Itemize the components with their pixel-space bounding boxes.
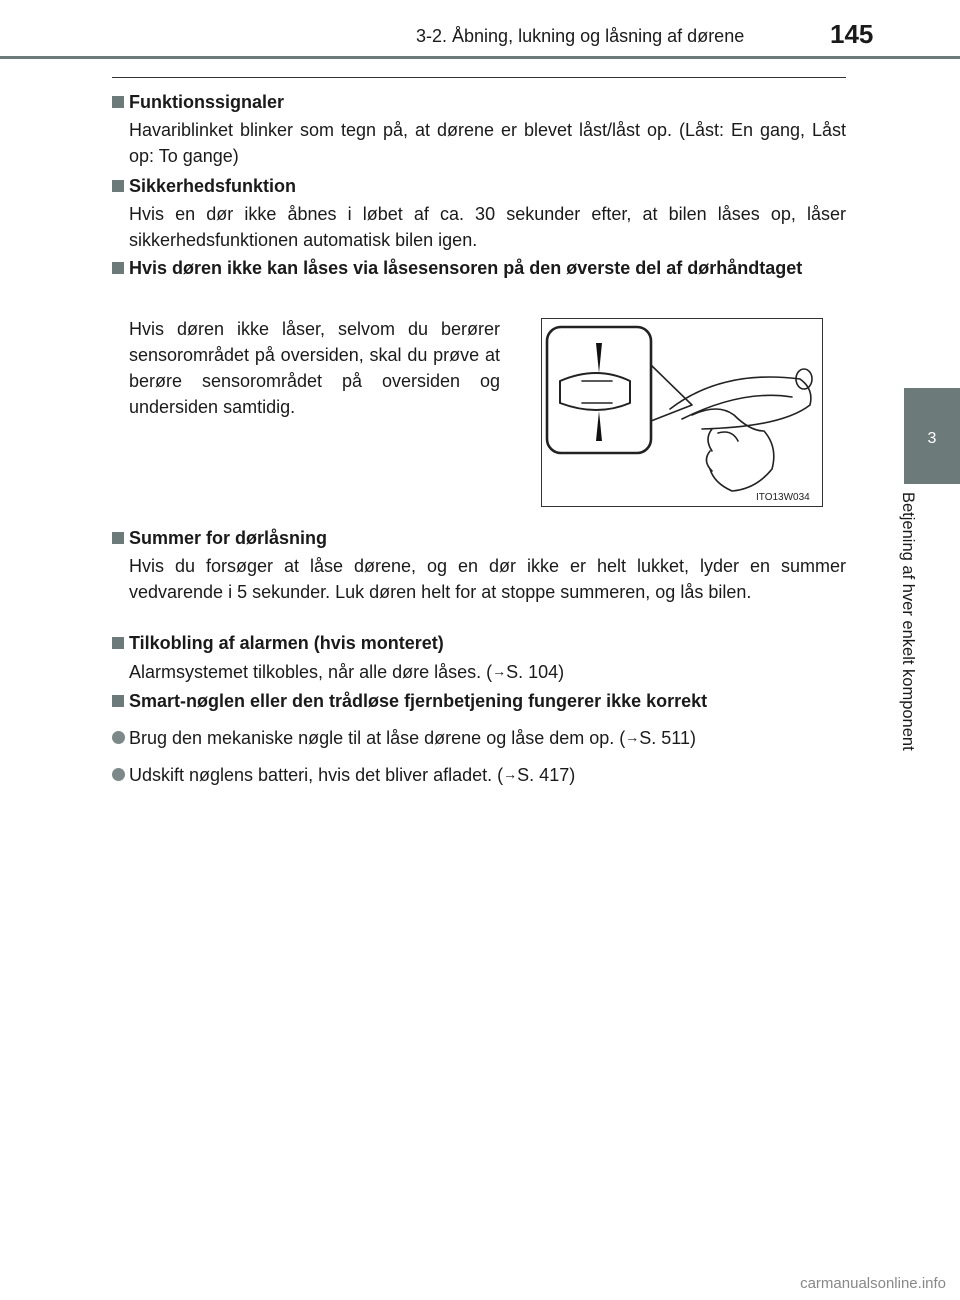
door-handle-figure xyxy=(541,318,823,507)
section-heading-text: Summer for dørlåsning xyxy=(129,528,328,548)
square-bullet-icon xyxy=(112,96,124,108)
body-text: Udskift nøglens batteri, hvis det bliver afladet. ( xyxy=(129,765,504,785)
section-heading xyxy=(112,255,846,281)
section-heading-text: Sikkerhedsfunktion xyxy=(129,176,297,196)
square-bullet-icon xyxy=(112,532,124,544)
page-reference-link[interactable]: S. 511) xyxy=(639,728,696,748)
door-handle-illustration xyxy=(542,319,822,506)
section-body: Havariblinket blinker som tegn på, at dørene er blevet låst/låst op. (Låst: En gang, Låst op: To gange) xyxy=(129,120,846,166)
arrow-right-icon: → xyxy=(492,663,507,679)
arrow-down-icon xyxy=(596,343,602,373)
square-bullet-icon xyxy=(112,695,124,707)
section-body: Hvis døren ikke låser, selvom du berører sensorområdet på oversiden, skal du prøve at berøre sensorområdet på oversiden og undersiden samtidig. xyxy=(129,319,500,417)
list-item xyxy=(112,724,846,751)
footer-watermark[interactable]: carmanualsonline.info xyxy=(800,1275,946,1292)
page-header xyxy=(0,0,960,60)
chapter-tab-label: Betjening af hver enkelt komponent xyxy=(899,492,917,751)
square-bullet-icon xyxy=(112,262,124,274)
section-heading-text: Tilkobling af alarmen (hvis monteret) xyxy=(129,633,444,653)
figure-caption: ITO13W034 xyxy=(756,492,810,503)
square-bullet-icon xyxy=(112,637,124,649)
section-heading xyxy=(112,688,846,714)
section-heading xyxy=(112,173,846,199)
arrow-right-icon: → xyxy=(625,729,640,745)
section-funktionssignaler xyxy=(112,89,846,169)
arrow-up-icon xyxy=(596,411,602,441)
page-reference-link[interactable]: S. 417) xyxy=(517,765,576,785)
section-laasesensor xyxy=(112,255,846,281)
chapter-tab-number: 3 xyxy=(927,430,937,447)
square-bullet-icon xyxy=(112,180,124,192)
body-text: Alarmsystemet tilkobles, når alle døre låses. ( xyxy=(129,662,493,682)
section-laasesensor-body-block xyxy=(112,314,500,420)
section-body: Hvis en dør ikke åbnes i løbet af ca. 30 sekunder efter, at bilen låses op, låser sikkerhedsfunktionen automatisk bilen igen. xyxy=(129,204,846,250)
header-rule xyxy=(0,56,960,59)
body-text: Brug den mekaniske nøgle til at låse dørene og låse dem op. ( xyxy=(129,728,626,748)
section-heading-text: Smart-nøglen eller den trådløse fjernbetjening fungerer ikke korrekt xyxy=(129,691,708,711)
round-bullet-icon xyxy=(112,768,125,781)
section-summer xyxy=(112,525,846,605)
content-top-rule xyxy=(112,77,846,78)
section-heading xyxy=(112,630,846,656)
section-heading xyxy=(112,89,846,115)
section-body: Hvis du forsøger at låse dørene, og en dør ikke er helt lukket, lyder en summer vedvarende i 5 sekunder. Luk døren helt for at stoppe summeren, og lås bilen. xyxy=(129,556,846,602)
round-bullet-icon xyxy=(112,731,125,744)
page-number: 145 xyxy=(830,19,874,49)
section-smart-noegle xyxy=(112,688,846,788)
arrow-right-icon: → xyxy=(503,766,518,782)
section-heading-text: Hvis døren ikke kan låses via låsesensoren på den øverste del af dørhåndtaget xyxy=(129,258,803,278)
section-sikkerhedsfunktion xyxy=(112,173,846,253)
section-alarm xyxy=(112,630,846,685)
section-body xyxy=(112,658,846,685)
chapter-title: 3-2. Åbning, lukning og låsning af dørene xyxy=(416,26,745,46)
page-reference-link[interactable]: S. 104) xyxy=(506,662,565,682)
section-heading xyxy=(112,525,846,551)
list-item xyxy=(112,761,846,788)
section-heading-text: Funktionssignaler xyxy=(129,92,285,112)
chapter-tab xyxy=(904,388,960,484)
